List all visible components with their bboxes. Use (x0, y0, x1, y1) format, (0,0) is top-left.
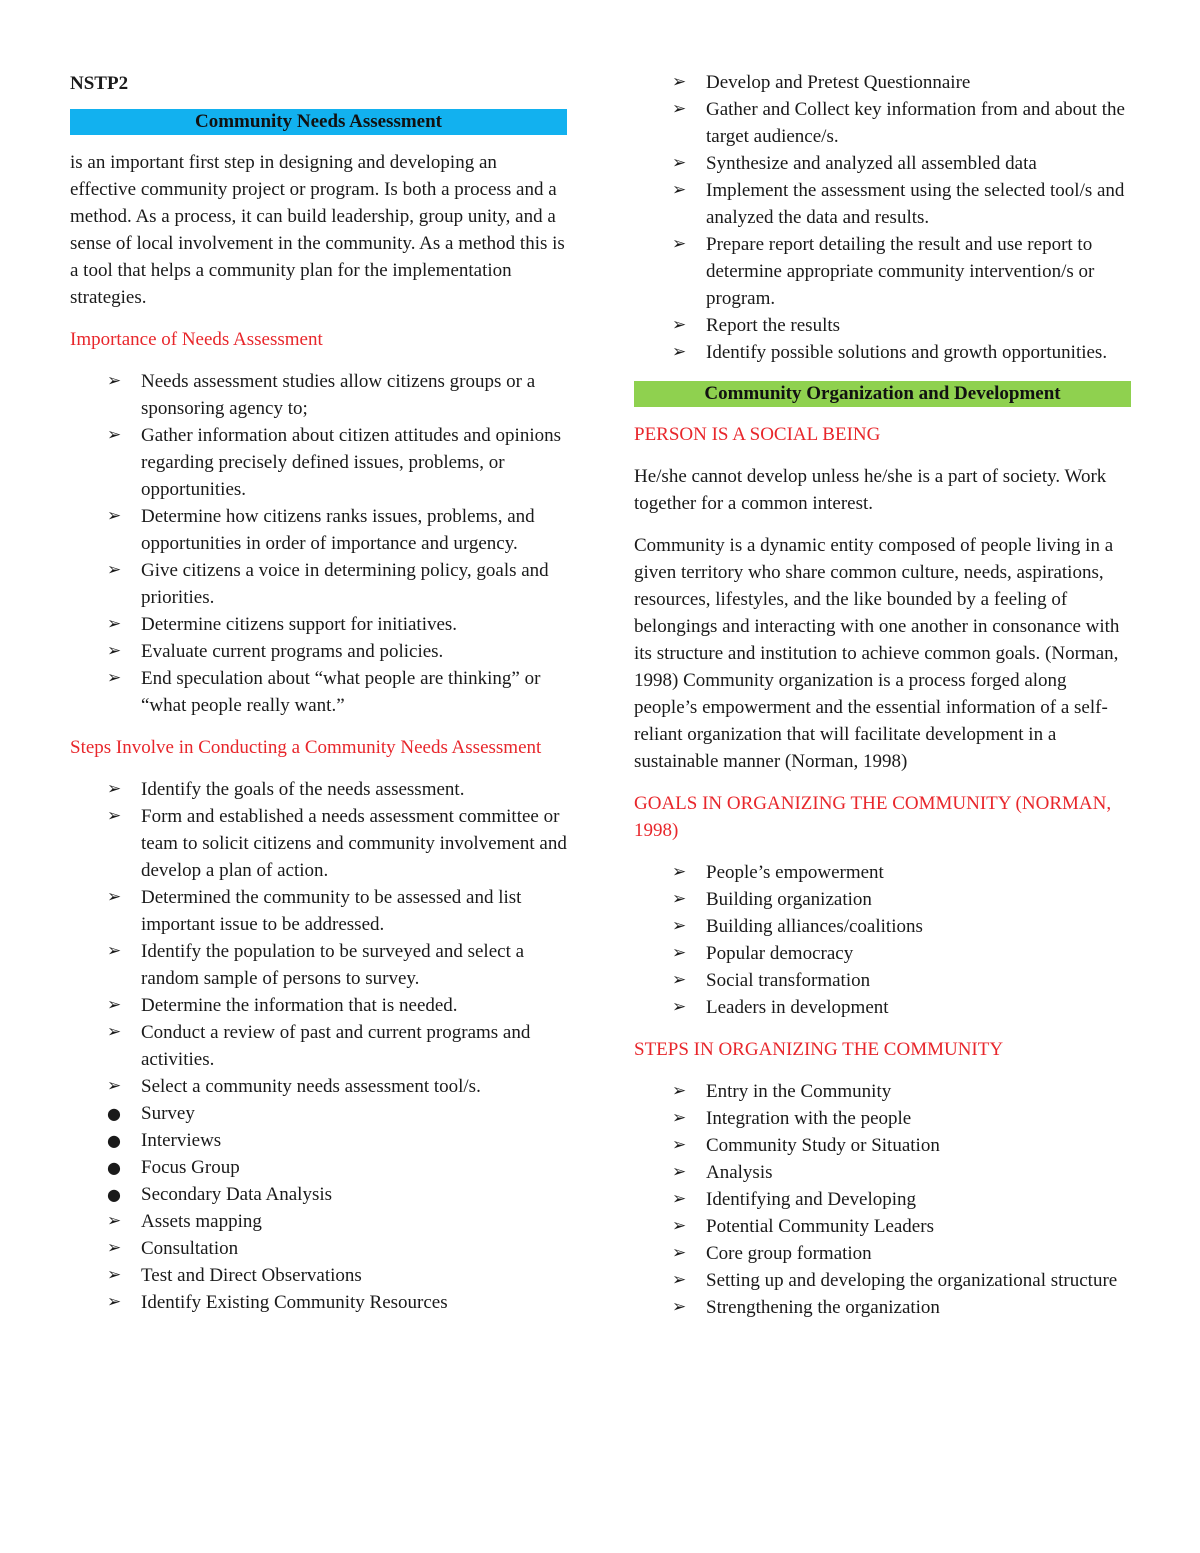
arrow-bullet-icon: ➢ (107, 1022, 122, 1042)
list-item: ● Secondary Data Analysis (70, 1181, 567, 1208)
continued-steps-list (634, 69, 1131, 366)
list-item: ➢ Community Study or Situation (634, 1132, 1131, 1159)
arrow-bullet-icon: ➢ (107, 1076, 122, 1096)
list-item: ➢ End speculation about “what people are thinking” or “what people really want.” (70, 665, 567, 719)
list-item: ➢ Building alliances/coalitions (634, 913, 1131, 940)
list-item: ➢ Identify the population to be surveyed and select a random sample of persons to survey. (70, 938, 567, 992)
arrow-bullet-icon: ➢ (672, 72, 687, 92)
list-item: ➢ Popular democracy (634, 940, 1131, 967)
arrow-bullet-icon: ➢ (672, 234, 687, 254)
arrow-bullet-icon: ➢ (672, 1270, 687, 1290)
arrow-bullet-icon: ➢ (672, 862, 687, 882)
intro-paragraph: is an important first step in designing and developing an effective community project or program. Is both a process and a method. As a process, it can build leadership, group unity, and a sense of local involvement in the community. As a method this is a tool that helps a community plan for the implementation strategies. (70, 152, 565, 308)
list-item: ➢ Synthesize and analyzed all assembled data (634, 150, 1131, 177)
list-item: ● Survey (70, 1100, 567, 1127)
arrow-bullet-icon: ➢ (107, 614, 122, 634)
arrow-bullet-icon: ➢ (672, 153, 687, 173)
list-item: ➢ Determine citizens support for initiatives. (70, 611, 567, 638)
arrow-bullet-icon: ➢ (107, 668, 122, 688)
list-item: ➢ Strengthening the organization (634, 1294, 1131, 1321)
banner-community-organization: Community Organization and Development (634, 381, 1131, 407)
dot-bullet-icon: ● (107, 1104, 121, 1123)
arrow-bullet-icon: ➢ (107, 560, 122, 580)
document-label: NSTP2 (70, 73, 129, 94)
list-item: ➢ Evaluate current programs and policies. (70, 638, 567, 665)
dot-bullet-icon: ● (107, 1185, 121, 1204)
list-item: ● Focus Group (70, 1154, 567, 1181)
dot-bullet-icon: ● (107, 1158, 121, 1177)
list-item: ➢ Core group formation (634, 1240, 1131, 1267)
arrow-bullet-icon: ➢ (107, 506, 122, 526)
list-item: ➢ Determined the community to be assessed and list important issue to be addressed. (70, 884, 567, 938)
list-item: ➢ Potential Community Leaders (634, 1213, 1131, 1240)
arrow-bullet-icon: ➢ (107, 995, 122, 1015)
banner-community-needs-assessment: Community Needs Assessment (70, 109, 567, 135)
arrow-bullet-icon: ➢ (672, 997, 687, 1017)
list-item: ➢ Prepare report detailing the result and use report to determine appropriate community intervention/s or program. (634, 231, 1131, 312)
list-item: ➢ Develop and Pretest Questionnaire (634, 69, 1131, 96)
arrow-bullet-icon: ➢ (107, 779, 122, 799)
list-item: ➢ Implement the assessment using the selected tool/s and analyzed the data and results. (634, 177, 1131, 231)
list-item: ➢ Give citizens a voice in determining policy, goals and priorities. (70, 557, 567, 611)
person-heading: PERSON IS A SOCIAL BEING (634, 424, 881, 445)
arrow-bullet-icon: ➢ (107, 371, 122, 391)
more-steps-list (70, 1208, 567, 1316)
list-item: ➢ Gather and Collect key information from and about the target audience/s. (634, 96, 1131, 150)
list-item: ➢ Conduct a review of past and current programs and activities. (70, 1019, 567, 1073)
arrow-bullet-icon: ➢ (107, 1211, 122, 1231)
list-item: ➢ Report the results (634, 312, 1131, 339)
arrow-bullet-icon: ➢ (672, 1189, 687, 1209)
arrow-bullet-icon: ➢ (672, 943, 687, 963)
arrow-bullet-icon: ➢ (672, 1297, 687, 1317)
list-item: ➢ Social transformation (634, 967, 1131, 994)
arrow-bullet-icon: ➢ (107, 806, 122, 826)
list-item: ➢ Identify Existing Community Resources (70, 1289, 567, 1316)
importance-list (70, 368, 567, 719)
steps-heading: Steps Involve in Conducting a Community Needs Assessment (70, 737, 542, 758)
list-item: ➢ Setting up and developing the organizational structure (634, 1267, 1131, 1294)
goals-heading: GOALS IN ORGANIZING THE COMMUNITY (NORMAN, 1998) (634, 793, 1112, 841)
list-item: ➢ Test and Direct Observations (70, 1262, 567, 1289)
arrow-bullet-icon: ➢ (107, 641, 122, 661)
arrow-bullet-icon: ➢ (672, 180, 687, 200)
arrow-bullet-icon: ➢ (672, 1216, 687, 1236)
arrow-bullet-icon: ➢ (672, 1108, 687, 1128)
list-item: ➢ Identify possible solutions and growth opportunities. (634, 339, 1131, 366)
arrow-bullet-icon: ➢ (672, 1081, 687, 1101)
list-item: ➢ Consultation (70, 1235, 567, 1262)
arrow-bullet-icon: ➢ (107, 941, 122, 961)
arrow-bullet-icon: ➢ (672, 916, 687, 936)
arrow-bullet-icon: ➢ (672, 889, 687, 909)
list-item: ● Interviews (70, 1127, 567, 1154)
arrow-bullet-icon: ➢ (107, 1238, 122, 1258)
dot-bullet-icon: ● (107, 1131, 121, 1150)
list-item: ➢ Needs assessment studies allow citizens groups or a sponsoring agency to; (70, 368, 567, 422)
list-item: ➢ Entry in the Community (634, 1078, 1131, 1105)
list-item: ➢ Determine how citizens ranks issues, problems, and opportunities in order of importance and urgency. (70, 503, 567, 557)
organizing-steps-list (634, 1078, 1131, 1321)
list-item: ➢ Identifying and Developing (634, 1186, 1131, 1213)
goals-list (634, 859, 1131, 1021)
list-item: ➢ Form and established a needs assessment committee or team to solicit citizens and community involvement and develop a plan of action. (70, 803, 567, 884)
list-item: ➢ Select a community needs assessment tool/s. (70, 1073, 567, 1100)
right-column (634, 69, 1131, 1321)
arrow-bullet-icon: ➢ (672, 99, 687, 119)
arrow-bullet-icon: ➢ (672, 315, 687, 335)
list-item: ➢ Analysis (634, 1159, 1131, 1186)
list-item: ➢ Identify the goals of the needs assessment. (70, 776, 567, 803)
steps-list (70, 776, 567, 1100)
list-item: ➢ Building organization (634, 886, 1131, 913)
tools-list (70, 1100, 567, 1208)
list-item: ➢ People’s empowerment (634, 859, 1131, 886)
arrow-bullet-icon: ➢ (107, 425, 122, 445)
person-paragraph: He/she cannot develop unless he/she is a part of society. Work together for a common interest. (634, 466, 1107, 514)
arrow-bullet-icon: ➢ (107, 887, 122, 907)
arrow-bullet-icon: ➢ (672, 970, 687, 990)
left-column (70, 68, 567, 1316)
arrow-bullet-icon: ➢ (672, 1162, 687, 1182)
organizing-steps-heading: STEPS IN ORGANIZING THE COMMUNITY (634, 1039, 1004, 1060)
importance-heading: Importance of Needs Assessment (70, 329, 323, 350)
list-item: ➢ Leaders in development (634, 994, 1131, 1021)
community-paragraph: Community is a dynamic entity composed of people living in a given territory who share common culture, needs, aspirations, resources, lifestyles, and the like bounded by a feeling of belongings and interacting with one another in consonance with its structure and institution to achieve common goals. (Norman, 1998) Community organization is a process forged along people’s empowerment and the essential information of a self- reliant organization that will facilitate development in a sustainable manner (Norman, 1998) (634, 535, 1120, 772)
list-item: ➢ Gather information about citizen attitudes and opinions regarding precisely defined issues, problems, or opportunities. (70, 422, 567, 503)
arrow-bullet-icon: ➢ (672, 1135, 687, 1155)
list-item: ➢ Determine the information that is needed. (70, 992, 567, 1019)
arrow-bullet-icon: ➢ (107, 1265, 122, 1285)
list-item: ➢ Integration with the people (634, 1105, 1131, 1132)
arrow-bullet-icon: ➢ (107, 1292, 122, 1312)
arrow-bullet-icon: ➢ (672, 342, 687, 362)
list-item: ➢ Assets mapping (70, 1208, 567, 1235)
arrow-bullet-icon: ➢ (672, 1243, 687, 1263)
